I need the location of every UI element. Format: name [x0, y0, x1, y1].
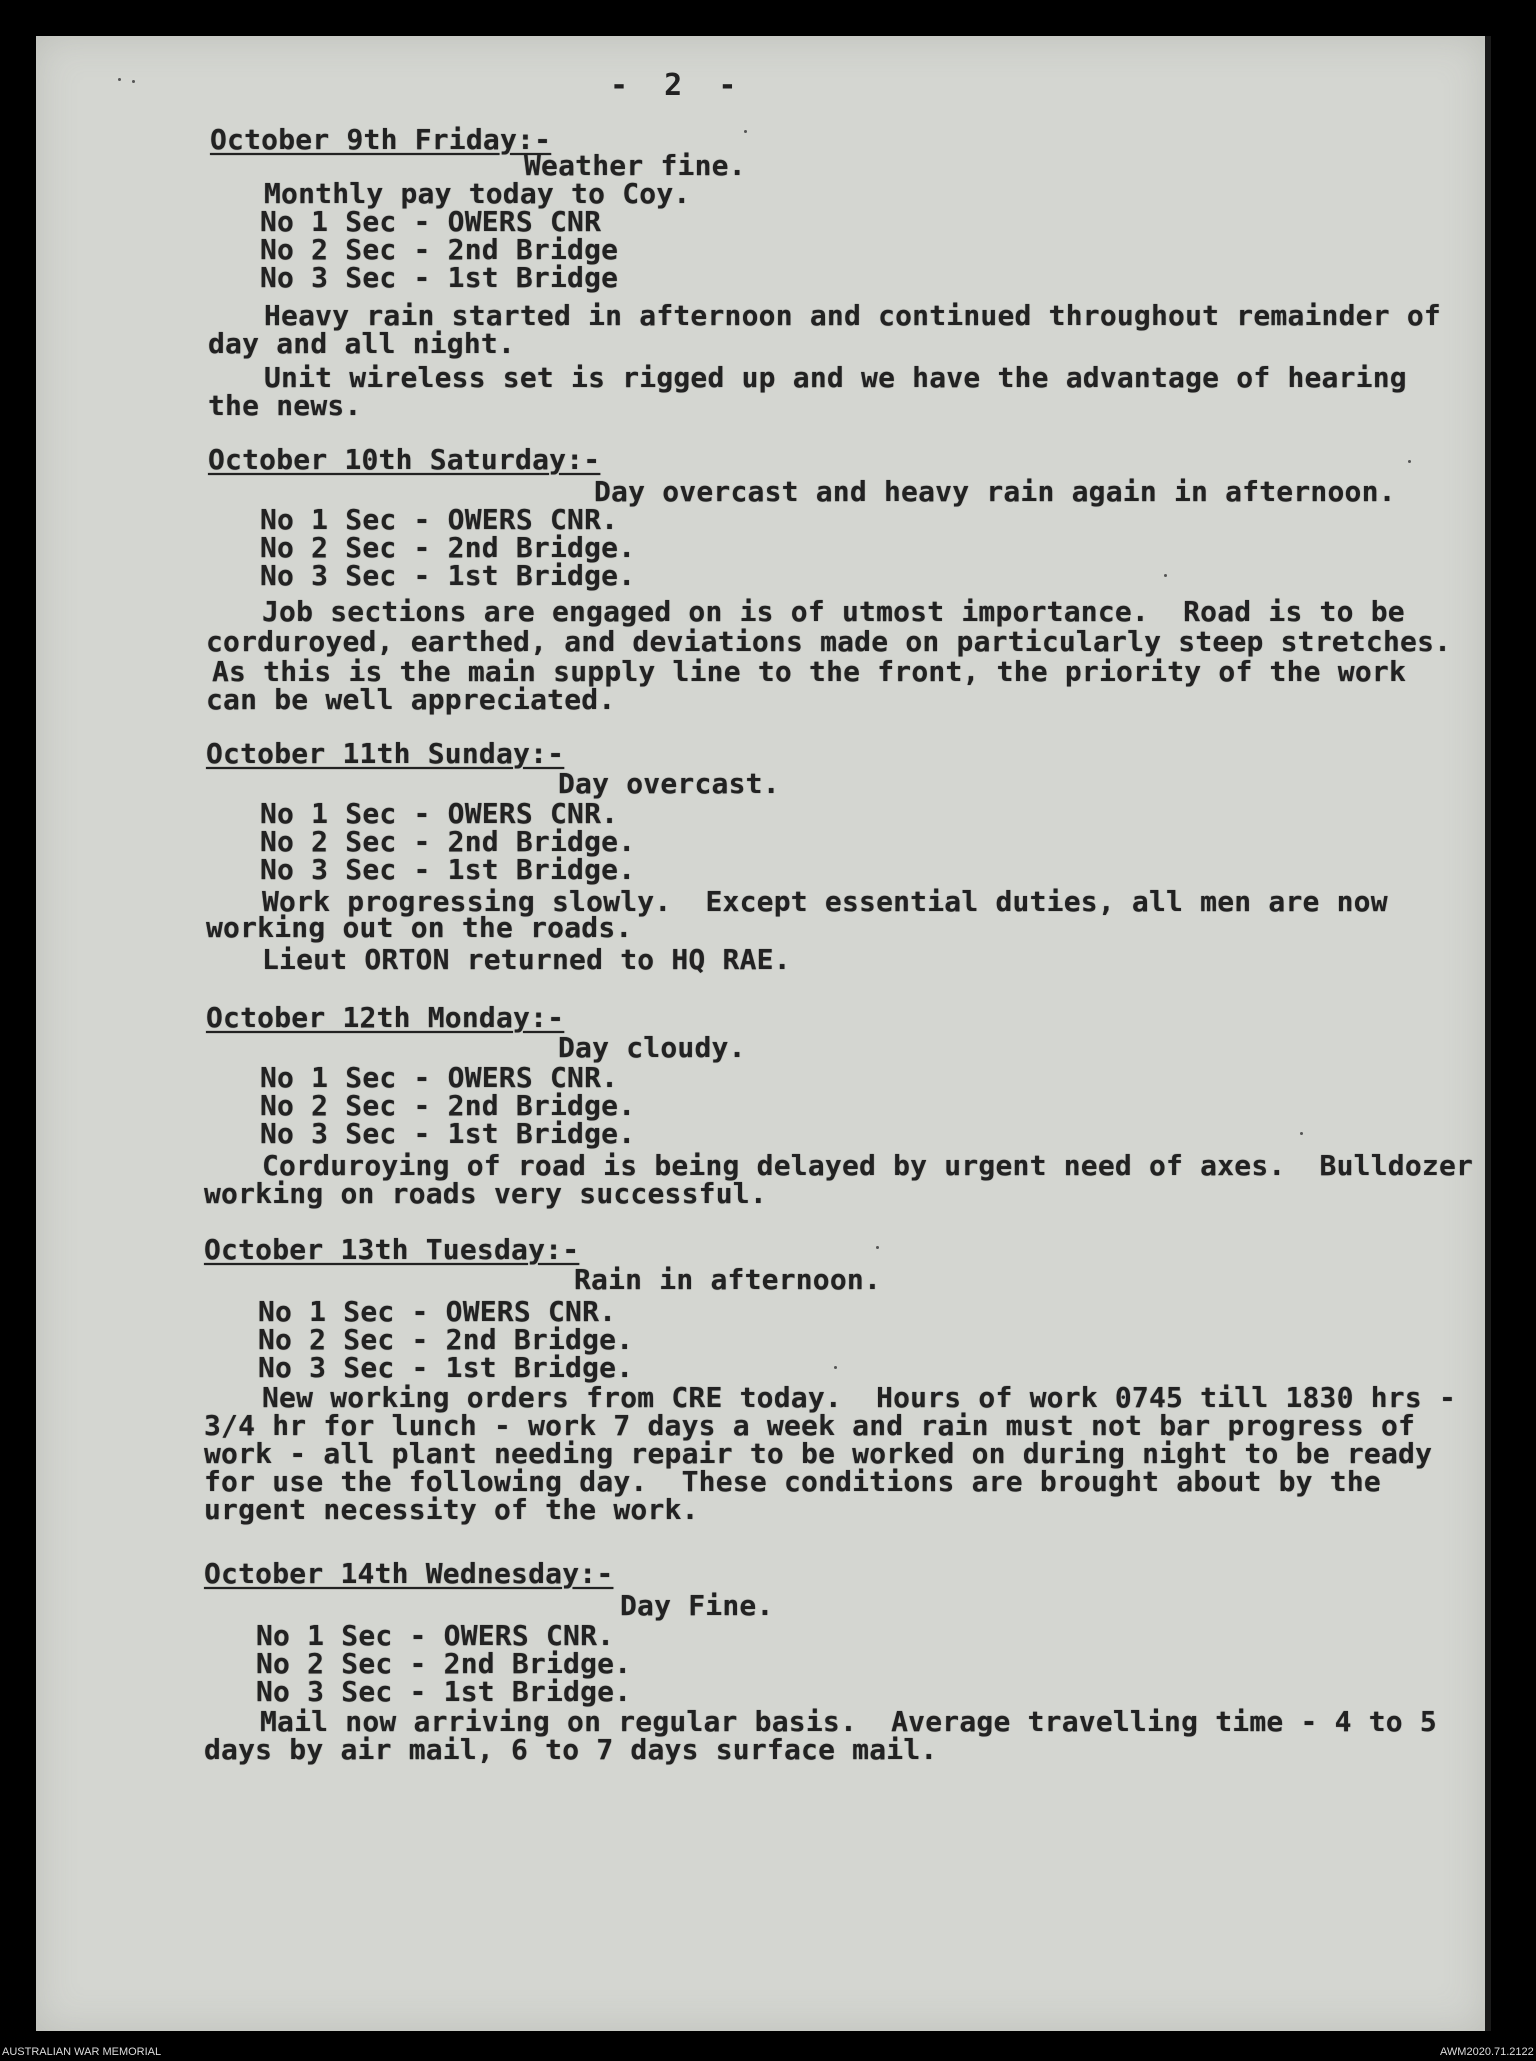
entry-line: day and all night.	[208, 327, 516, 360]
entry-line: Corduroying of road is being delayed by urgent need of axes. Bulldozer	[262, 1149, 1474, 1182]
entry-line: No 2 Sec - 2nd Bridge.	[260, 825, 636, 858]
entry-line: No 3 Sec - 1st Bridge.	[258, 1351, 634, 1384]
entry-line: No 1 Sec - OWERS CNR.	[260, 1061, 619, 1094]
entry-weather: Day overcast.	[558, 767, 780, 800]
entry-line: for use the following day. These conditions are brought about by the	[204, 1465, 1381, 1498]
entry-line: corduroyed, earthed, and deviations made on particularly steep stretches.	[206, 625, 1452, 658]
paper-fleck	[876, 1246, 879, 1249]
paper-fleck	[834, 1366, 837, 1369]
entry-line: No 2 Sec - 2nd Bridge	[260, 233, 619, 266]
entry-line: No 1 Sec - OWERS CNR.	[258, 1295, 617, 1328]
footer-credit: AUSTRALIAN WAR MEMORIAL	[2, 2046, 162, 2058]
entry-line: No 2 Sec - 2nd Bridge.	[260, 531, 636, 564]
entry-line: 3/4 hr for lunch - work 7 days a week and rain must not bar progress of	[204, 1409, 1416, 1442]
paper-fleck	[132, 80, 135, 83]
page-edge	[1485, 36, 1491, 2031]
footer-accession: AWM2020.71.2122	[1440, 2046, 1534, 2058]
entry-line: work - all plant needing repair to be worked on during night to be ready	[204, 1437, 1433, 1470]
entry-line: Monthly pay today to Coy.	[264, 177, 691, 210]
entry-line: No 1 Sec - OWERS CNR	[260, 205, 602, 238]
entry-line: working on roads very successful.	[204, 1177, 767, 1210]
entry-line: Heavy rain started in afternoon and continued throughout remainder of	[264, 299, 1441, 332]
paper-fleck	[744, 130, 747, 133]
paper-fleck	[1164, 574, 1167, 577]
entry-heading: October 11th Sunday:-	[206, 737, 565, 770]
entry-line: Mail now arriving on regular basis. Average travelling time - 4 to 5	[260, 1705, 1437, 1738]
paper-fleck	[118, 78, 121, 81]
entry-line: As this is the main supply line to the front, the priority of the work	[212, 655, 1407, 688]
entry-heading: October 14th Wednesday:-	[204, 1557, 614, 1590]
entry-line: No 2 Sec - 2nd Bridge.	[258, 1323, 634, 1356]
entry-line: Lieut ORTON returned to HQ RAE.	[262, 943, 791, 976]
entry-line: No 1 Sec - OWERS CNR.	[260, 797, 619, 830]
entry-heading: October 12th Monday:-	[206, 1001, 565, 1034]
entry-weather: Rain in afternoon.	[574, 1263, 882, 1296]
entry-line: No 3 Sec - 1st Bridge.	[260, 559, 636, 592]
page-number: - 2 -	[610, 68, 737, 103]
entry-line: No 2 Sec - 2nd Bridge.	[256, 1647, 632, 1680]
entry-line: the news.	[208, 389, 362, 422]
entry-line: working out on the roads.	[206, 911, 633, 944]
entry-line: Unit wireless set is rigged up and we have the advantage of hearing	[264, 361, 1407, 394]
entry-line: No 3 Sec - 1st Bridge.	[256, 1675, 632, 1708]
entry-line: Job sections are engaged on is of utmost importance. Road is to be	[262, 595, 1405, 628]
entry-line: can be well appreciated.	[206, 683, 616, 716]
entry-line: No 1 Sec - OWERS CNR.	[260, 503, 619, 536]
entry-heading: October 10th Saturday:-	[208, 443, 601, 476]
entry-line: No 2 Sec - 2nd Bridge.	[260, 1089, 636, 1122]
paper-fleck	[1408, 460, 1411, 463]
entry-line: No 3 Sec - 1st Bridge.	[260, 853, 636, 886]
entry-line: No 3 Sec - 1st Bridge.	[260, 1117, 636, 1150]
entry-weather: Weather fine.	[524, 149, 746, 182]
entry-weather: Day cloudy.	[558, 1031, 746, 1064]
entry-line: Work progressing slowly. Except essential duties, all men are now	[262, 885, 1388, 918]
entry-line: New working orders from CRE today. Hours of work 0745 till 1830 hrs -	[262, 1381, 1457, 1414]
paper-fleck	[1300, 1132, 1303, 1135]
entry-heading: October 13th Tuesday:-	[204, 1233, 580, 1266]
entry-line: No 3 Sec - 1st Bridge	[260, 261, 619, 294]
entry-weather: Day overcast and heavy rain again in afternoon.	[594, 475, 1396, 508]
entry-line: urgent necessity of the work.	[204, 1493, 699, 1526]
entry-weather: Day Fine.	[620, 1589, 774, 1622]
entry-heading: October 9th Friday:-	[210, 123, 552, 156]
entry-line: No 1 Sec - OWERS CNR.	[256, 1619, 615, 1652]
entry-line: days by air mail, 6 to 7 days surface mail.	[204, 1733, 938, 1766]
